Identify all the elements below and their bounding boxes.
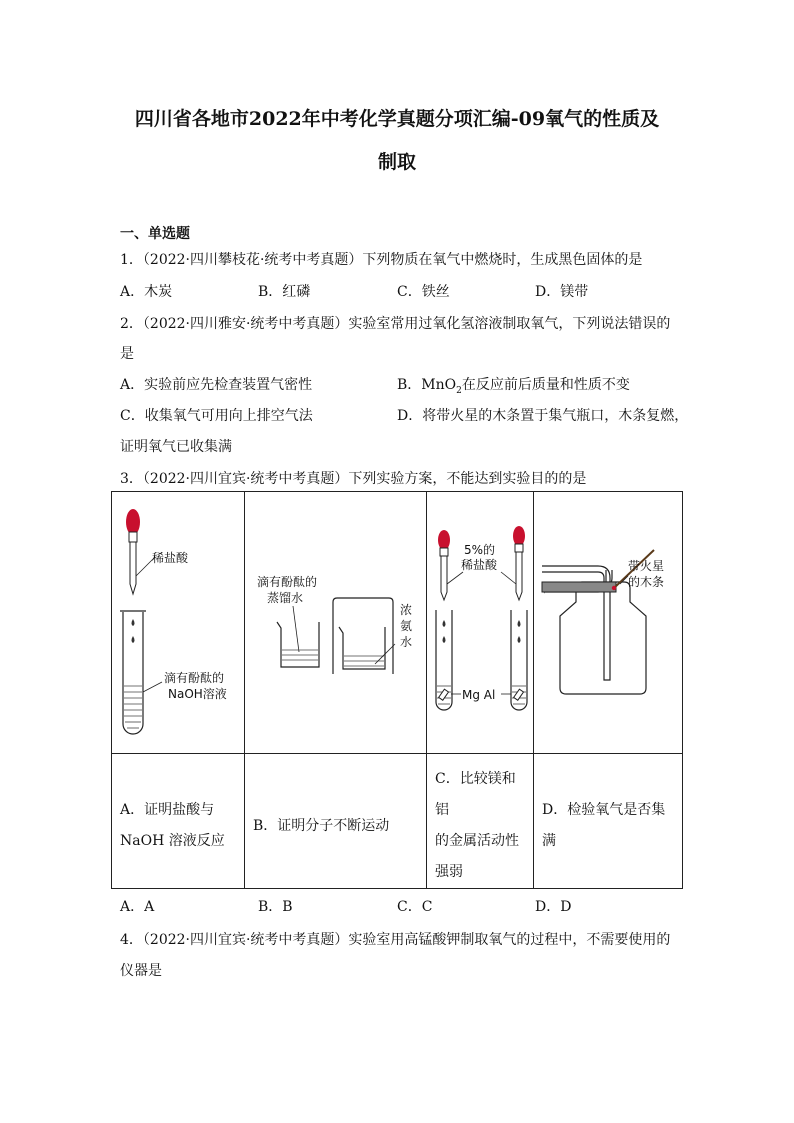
q3-option-c: C．C: [397, 899, 433, 915]
section-heading: 一、单选题: [120, 226, 190, 242]
splint-label-1: 带火星: [628, 559, 665, 573]
q1-option-d: D．镁带: [535, 284, 589, 300]
drop-icon: [132, 619, 135, 626]
q1-option-c: C．铁丝: [397, 284, 450, 300]
dropper-label: 稀盐酸: [152, 551, 189, 565]
dropper-tube-icon: [441, 556, 447, 600]
beaker1-label-1: 滴有酚酞的: [257, 575, 318, 589]
caption-c: C．比较镁和铝 的金属活动性 强弱: [427, 754, 534, 889]
metal-strip-icon: [514, 689, 524, 700]
figure-b-molecule-motion: [245, 492, 427, 753]
figure-d-cell: [534, 492, 683, 754]
drop-icon: [132, 636, 135, 643]
ammonia-label-1: 浓: [400, 603, 413, 617]
q2-stem-line1: 2．（2022·四川雅安·统考中考真题）实验室常用过氧化氢溶液制取氧气，下列说法错误的: [120, 316, 671, 332]
q1-option-b: B．红磷: [258, 284, 311, 300]
splint-label-2: 的木条: [628, 575, 665, 589]
q2-option-b: B．MnO$_2$在反应前后质量和性质不变: [397, 377, 630, 396]
beaker-icon: [339, 627, 385, 669]
liquid-level-lines: [124, 686, 142, 728]
tube-label-1: 滴有酚酞的: [164, 671, 225, 685]
figure-a-cell: [112, 492, 245, 754]
q3-option-a: A．A: [120, 899, 155, 915]
q3-option-d: D．D: [535, 899, 572, 915]
metal-label: Mg Al: [462, 688, 496, 702]
caption-a: A．证明盐酸与 NaOH 溶液反应: [112, 754, 245, 889]
dropper-bulb-icon: [126, 509, 140, 535]
dropper-tube-icon: [130, 542, 136, 594]
q2-option-a: A．实验前应先检查装置气密性: [120, 377, 313, 393]
q3-option-b: B．B: [258, 899, 293, 915]
acid-label-1: 5%的: [464, 543, 496, 557]
dropper-tube-icon: [516, 552, 522, 600]
figure-c-cell: [427, 492, 534, 754]
q2-stem-line2: 是: [120, 346, 134, 362]
caption-b: B．证明分子不断运动: [245, 754, 427, 889]
caption-d: D．检验氧气是否集满: [534, 754, 683, 889]
ammonia-label-3: 水: [400, 635, 413, 649]
ammonia-label-2: 氨: [400, 619, 413, 633]
q3-experiment-table: [111, 491, 683, 889]
tube-label-2: NaOH溶液: [168, 687, 227, 701]
page-title-line1: 四川省各地市2022年中考化学真题分项汇编-09氧气的性质及: [134, 108, 660, 130]
page-title-line2: 制取: [377, 151, 416, 173]
dropper-bulb-icon: [438, 530, 450, 550]
figure-b-cell: [245, 492, 427, 754]
glass-plate-icon: [542, 582, 616, 592]
acid-label-2: 稀盐酸: [461, 558, 498, 572]
gas-bottle-icon: [560, 582, 646, 694]
metal-strip-icon: [439, 689, 449, 700]
q4-stem-line1: 4．（2022·四川宜宾·统考中考真题）实验室用高锰酸钾制取氧气的过程中，不需要使用的: [120, 932, 671, 948]
figure-c-metal-activity: [427, 492, 534, 753]
q4-stem-line2: 仪器是: [120, 963, 162, 979]
q1-stem: 1．（2022·四川攀枝花·统考中考真题）下列物质在氧气中燃烧时，生成黑色固体的是: [120, 252, 643, 268]
q2-option-d-line1: D．将带火星的木条置于集气瓶口，木条复燃，: [397, 408, 689, 424]
dropper-bulb-icon: [513, 526, 525, 546]
large-beaker-cover-icon: [333, 598, 393, 674]
q3-stem: 3．（2022·四川宜宾·统考中考真题）下列实验方案，不能达到实验目的的是: [120, 471, 587, 487]
figure-a-neutralization: [112, 492, 245, 753]
q2-option-c: C．收集氧气可用向上排空气法: [120, 408, 313, 424]
figure-d-oxygen-test: [534, 492, 683, 753]
q1-option-a: A．木炭: [120, 284, 173, 300]
q2-option-d-line2: 证明氧气已收集满: [120, 439, 232, 455]
beaker1-label-2: 蒸馏水: [267, 591, 304, 605]
